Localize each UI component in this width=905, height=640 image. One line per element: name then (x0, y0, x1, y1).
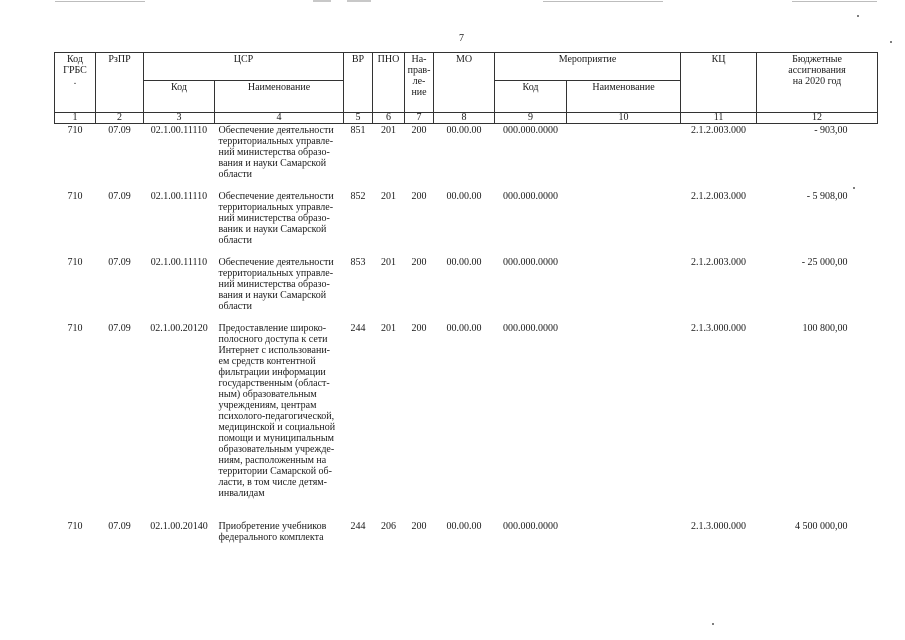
column-number: 6 (373, 113, 405, 124)
cell-kc: 2.1.3.000.000 (691, 322, 747, 334)
header-mer-kod: Код (495, 81, 567, 113)
column-number-row (55, 113, 878, 124)
top-scan-line (55, 1, 145, 2)
header-csr: ЦСР (144, 53, 344, 81)
cell-napr: 200 (411, 520, 427, 532)
column-number: 2 (96, 113, 144, 124)
cell-rzpr: 07.09 (108, 520, 131, 532)
cell-napr: 200 (411, 190, 427, 202)
cell-grbs: 710 (67, 520, 83, 532)
cell-kc: 2.1.2.003.000 (691, 125, 747, 136)
header-kod-grbs (55, 53, 96, 113)
column-number: 5 (344, 113, 373, 124)
column-number: 3 (144, 113, 215, 124)
cell-name: Обеспечение деятельности территориальных управле- ний министерства образо- вания и науки Самарской области (218, 125, 334, 180)
table-row (55, 190, 878, 256)
header-vr: ВР (344, 53, 373, 113)
header-kod-grbs-label: Код ГРБС (63, 54, 87, 76)
column-number: 12 (757, 113, 878, 124)
cell-napr: 200 (411, 256, 427, 268)
cell-grbs: 710 (67, 125, 83, 136)
cell-pno: 201 (381, 256, 397, 268)
cell-mer-kod: 000.000.0000 (503, 190, 559, 202)
header-csr-name: Наименование (215, 81, 344, 113)
cell-csr-kod: 02.1.00.11110 (150, 125, 208, 136)
cell-rzpr: 07.09 (108, 125, 131, 136)
cell-mer-name (567, 322, 681, 520)
cell-vr: 852 (350, 190, 366, 202)
cell-mo: 00.00.00 (446, 520, 482, 532)
cell-amount: 100 800,00 (802, 322, 848, 334)
cell-mer-kod: 000.000.0000 (503, 125, 559, 136)
cell-csr-kod: 02.1.00.20140 (150, 520, 208, 532)
column-number: 8 (434, 113, 495, 124)
cell-mer-name (567, 190, 681, 256)
table-row (55, 256, 878, 322)
header-csr-kod: Код (144, 81, 215, 113)
cell-amount: 4 500 000,00 (795, 520, 848, 532)
cell-napr: 200 (411, 125, 427, 136)
cell-amount: - 25 000,00 (801, 256, 848, 268)
column-number: 9 (495, 113, 567, 124)
cell-csr-kod: 02.1.00.11110 (150, 256, 208, 268)
top-scan-mark (347, 0, 371, 5)
header-rzpr: РзПР (96, 53, 144, 113)
cell-kc: 2.1.2.003.000 (691, 256, 747, 268)
top-scan-line (543, 1, 663, 2)
header-kc: КЦ (681, 53, 757, 113)
cell-vr: 244 (350, 520, 366, 532)
scan-speck (890, 41, 892, 43)
cell-amount: - 903,00 (814, 125, 848, 136)
cell-pno: 201 (381, 190, 397, 202)
cell-rzpr: 07.09 (108, 190, 131, 202)
cell-grbs: 710 (67, 190, 83, 202)
cell-mer-name (567, 124, 681, 190)
cell-mo: 00.00.00 (446, 256, 482, 268)
budget-table (54, 52, 878, 550)
cell-vr: 244 (350, 322, 366, 334)
cell-pno: 206 (381, 520, 397, 532)
cell-name: Обеспечение деятельности территориальных управле- ний министерства образо- вания и науки Самарской области (218, 256, 334, 312)
cell-mer-kod: 000.000.0000 (503, 256, 559, 268)
top-scan-mark (313, 0, 331, 5)
table-row (55, 322, 878, 520)
cell-vr: 851 (350, 125, 366, 136)
cell-csr-kod: 02.1.00.11110 (150, 190, 208, 202)
cell-kc: 2.1.2.003.000 (691, 190, 747, 202)
header-mo: МО (434, 53, 495, 113)
header-pno: ПНО (373, 53, 405, 113)
cell-name: Обеспечение деятельности территориальных управле- ний министерства образо- ваник и науки Самарской области (218, 190, 334, 246)
cell-rzpr: 07.09 (108, 322, 131, 334)
cell-amount: - 5 908,00 (806, 190, 848, 202)
scan-speck (857, 15, 859, 17)
column-number: 4 (215, 113, 344, 124)
cell-mer-kod: 000.000.0000 (503, 322, 559, 334)
cell-mer-name (567, 256, 681, 322)
header-napravlenie: На- прав- ле- ние (405, 53, 434, 113)
header-mer-name: Наименование (567, 81, 681, 113)
table-row (55, 124, 878, 190)
column-number: 7 (405, 113, 434, 124)
cell-mer-name (567, 520, 681, 550)
cell-mo: 00.00.00 (446, 125, 482, 136)
cell-kc: 2.1.3.000.000 (691, 520, 747, 532)
cell-pno: 201 (381, 322, 397, 334)
page-number: 7 (459, 33, 464, 44)
cell-napr: 200 (411, 322, 427, 334)
cell-csr-kod: 02.1.00.20120 (150, 322, 208, 334)
header-kod-grbs-dot: . (73, 76, 77, 87)
cell-rzpr: 07.09 (108, 256, 131, 268)
header-budget: Бюджетные ассигнования на 2020 год (757, 53, 878, 113)
scan-speck (712, 623, 714, 625)
cell-name: Приобретение учебников федерального комплекта (218, 520, 327, 543)
cell-name: Предоставление широко- полосного доступа к сети Интернет с использовани- ем средств контентной фильтрации информации государственным (област- ным) образовательным учреждениям, центрам психолого-педагогической, медицинской и социальной помощи и муниципальным образовательным учрежде- ниям, расположенным на территории Самарской об- ласти, в том числе детям- инвалидам (218, 322, 336, 499)
cell-grbs: 710 (67, 322, 83, 334)
cell-pno: 201 (381, 125, 397, 136)
cell-mer-kod: 000.000.0000 (503, 520, 559, 532)
column-number: 11 (681, 113, 757, 124)
cell-mo: 00.00.00 (446, 322, 482, 334)
table-row (55, 520, 878, 550)
header-meropriyatie: Мероприятие (495, 53, 681, 81)
cell-grbs: 710 (67, 256, 83, 268)
top-scan-line (792, 1, 877, 2)
cell-vr: 853 (350, 256, 366, 268)
cell-mo: 00.00.00 (446, 190, 482, 202)
column-number: 1 (55, 113, 96, 124)
column-number: 10 (567, 113, 681, 124)
